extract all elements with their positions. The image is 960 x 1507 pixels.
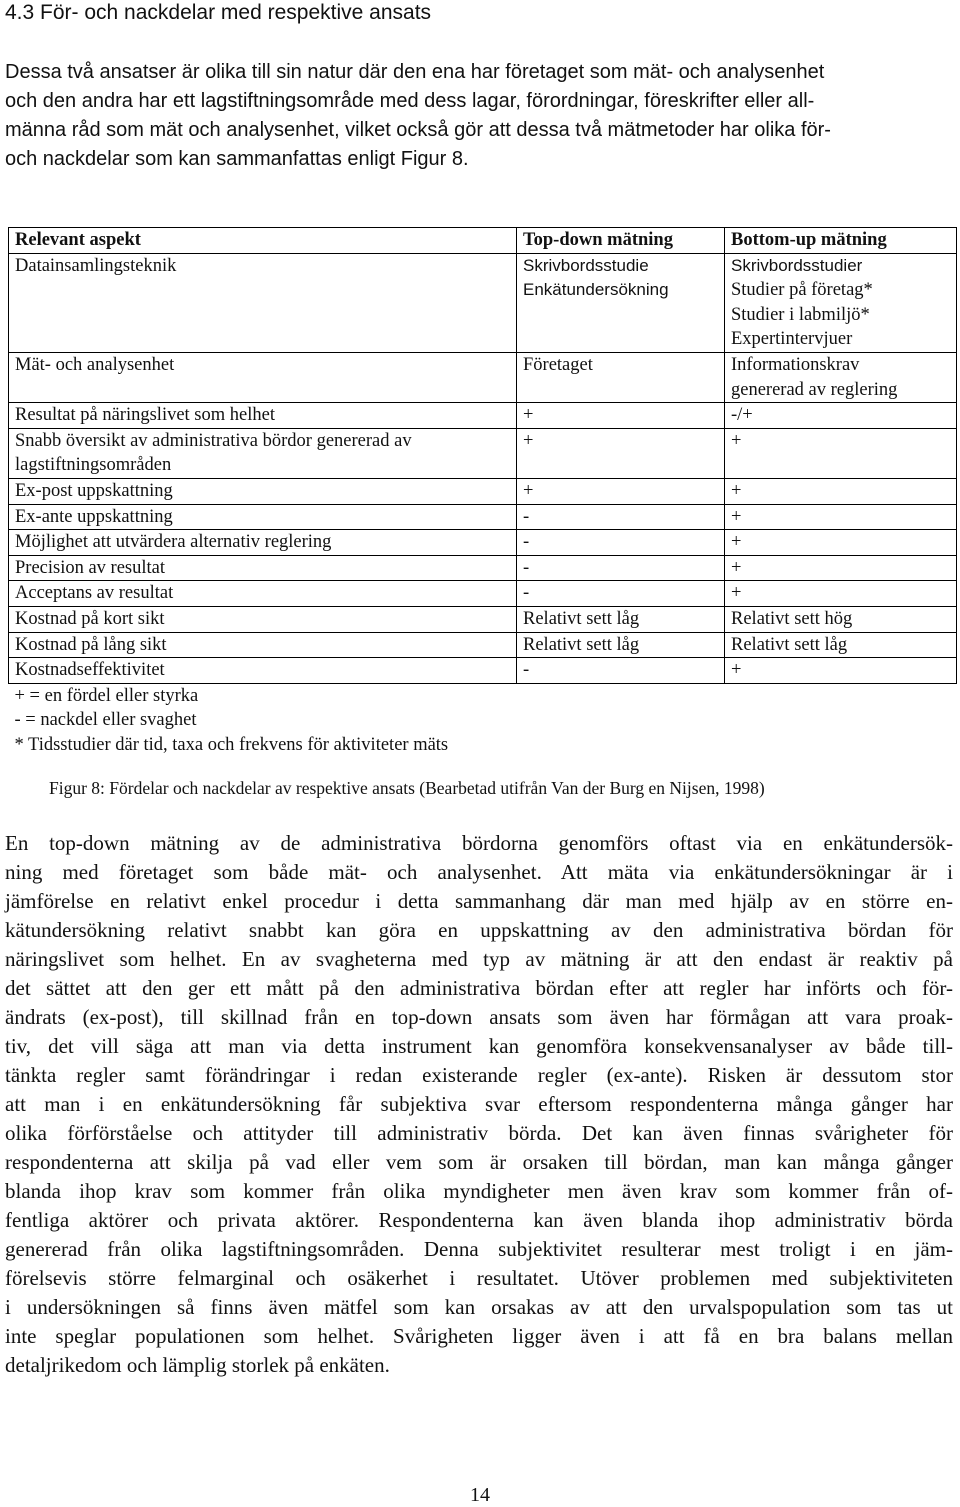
figure-caption: Figur 8: Fördelar och nackdelar av respektive ansats (Bearbetad utifrån Van der Burg en Nijsen, 1998) [49,778,765,798]
body-line: jämförelse en relativt enkel procedur i detta sammanhang där man med hjälp av en större en- [5,889,953,913]
top-down-cell [517,352,725,402]
aspect-cell: Kostnadseffektivitet [9,658,517,684]
body-line: att man i en enkätundersökning får subjektiva svar eftersom respondenterna många gånger har [5,1092,953,1116]
top-down-cell: - [517,530,725,556]
section-heading: 4.3 För- och nackdelar med respektive ansats [5,1,432,24]
aspect-cell: Ex-post uppskattning [9,478,517,504]
aspect-cell: Precision av resultat [9,555,517,581]
table-header-row [9,228,957,254]
aspect-cell: Resultat på näringslivet som helhet [9,403,517,429]
aspect-cell: Mät- och analysenhet [9,352,517,402]
body-line: tiv, det vill säga att man via detta instrument kan genomföra konsekvensanalyser av både till- [5,1034,953,1058]
header-relevant-aspect: Relevant aspekt [9,228,517,254]
intro-line: männa råd som mät och analysenhet, vilket också gör att dessa två mätmetoder har olika för- [5,119,831,141]
legend-line: - = nackdel eller svaghet [14,710,197,731]
aspect-cell: Acceptans av resultat [9,581,517,607]
bottom-up-cell: + [725,581,957,607]
table-row [9,530,957,556]
top-down-cell: - [517,581,725,607]
aspect-cell: Kostnad på lång sikt [9,632,517,658]
intro-paragraph [5,58,953,174]
body-line: ändrats (ex-post), till skillnad från en top-down ansats som även har förmågan att vara proak- [5,1005,953,1029]
table-row [9,632,957,658]
cell-line: Skrivbordsstudie [523,255,649,275]
bottom-up-cell: + [725,428,957,478]
legend-line: * Tidsstudier där tid, taxa och frekvens för aktiviteter mäts [14,734,449,755]
cell-line: Expertintervjuer [731,329,853,350]
cell-line: genererad av reglering [731,379,898,400]
header-bottom-up: Bottom-up mätning [725,228,957,254]
body-line: respondenterna att skilja på vad eller vem som är orsaken till bördan, man kan många gånger [5,1150,953,1174]
body-line: genererad från olika lagstiftningsområden. Denna subjektivitet resulterar mest troligt i en jäm- [5,1237,953,1261]
table-row [9,658,957,684]
legend-line: + = en fördel eller styrka [14,685,199,706]
intro-line: Dessa två ansatser är olika till sin natur där den ena har företaget som mät- och analysenhet [5,61,825,83]
bottom-up-cell: + [725,658,957,684]
table-row [9,253,957,352]
top-down-cell: + [517,403,725,429]
top-down-cell: - [517,504,725,530]
table-row [9,581,957,607]
bottom-up-cell: + [725,555,957,581]
body-line: kätundersökning relativt snabbt kan göra en uppskattning av den administrativa bördan för [5,918,953,942]
cell-line: Enkätundersökning [523,280,669,300]
body-paragraph [5,829,953,1380]
aspect-cell: Ex-ante uppskattning [9,504,517,530]
body-line: fentliga aktörer och privata aktörer. Respondenterna kan även blanda ihop administrativ börda [5,1208,953,1232]
bottom-up-cell [725,352,957,402]
bottom-up-cell: + [725,504,957,530]
body-line: blanda ihop krav som kommer från olika myndigheter men även krav som kommer från of- [5,1179,953,1203]
top-down-cell: - [517,555,725,581]
top-down-cell [517,253,725,352]
top-down-cell: - [517,658,725,684]
top-down-cell: Relativt sett låg [517,632,725,658]
bottom-up-cell: + [725,530,957,556]
body-line: förelsevis större felmarginal och osäkerhet i resultatet. Utöver problemen med subjektiviteten [5,1266,953,1290]
body-line: tänkta regler samt förändringar i redan existerande regler (ex-ante). Risken är dessutom stor [5,1063,953,1087]
cell-line: Informationskrav [731,354,860,375]
table-row [9,478,957,504]
body-line: näringslivet som helhet. En av svagheterna med typ av mätning är att den endast är reaktiv på [5,947,953,971]
body-line: detaljrikedom och lämplig storlek på enkäten. [5,1353,390,1377]
table-row [9,428,957,478]
bottom-up-cell: Relativt sett hög [725,606,957,632]
comparison-table [8,227,957,757]
page-number: 14 [470,1484,490,1506]
bottom-up-cell: Relativt sett låg [725,632,957,658]
table-legend [9,683,957,757]
intro-line: och nackdelar som kan sammanfattas enligt Figur 8. [5,148,469,170]
aspect-cell: Kostnad på kort sikt [9,606,517,632]
aspect-cell: Möjlighet att utvärdera alternativ reglering [9,530,517,556]
body-line: i undersökningen så finns även mätfel som kan orsakas av att den urvalspopulation som tas ut [5,1295,953,1319]
table-row [9,504,957,530]
body-line: ning med företaget som både mät- och analysenhet. Att mäta via enkätundersökningar är i [5,860,953,884]
table-row [9,352,957,402]
table-row [9,403,957,429]
header-top-down: Top-down mätning [517,228,725,254]
cell-line: Företaget [523,354,593,375]
cell-line: Skrivbordsstudier [731,255,863,275]
table-row [9,606,957,632]
bottom-up-cell: + [725,478,957,504]
cell-line: Studier på företag* [731,280,873,301]
body-line: inte speglar populationen som helhet. Svårigheten ligger även i att få en bra balans mellan [5,1324,953,1348]
bottom-up-cell: -/+ [725,403,957,429]
top-down-cell: + [517,428,725,478]
table-legend-row [9,683,957,757]
top-down-cell: + [517,478,725,504]
body-line: En top-down mätning av de administrativa bördorna genomförs oftast via en enkätundersök- [5,831,953,855]
bottom-up-cell [725,253,957,352]
intro-line: och den andra har ett lagstiftningsområde med dess lagar, förordningar, föreskrifter eller all- [5,90,815,112]
cell-line: Studier i labmiljö* [731,304,870,325]
table-row [9,555,957,581]
body-line: olika förförståelse och attityder till administrativ börda. Det kan även finnas svårigheter för [5,1121,953,1145]
body-line: det sättet att den ger ett mått på den administrativa bördan efter att regler har införts och för- [5,976,953,1000]
top-down-cell: Relativt sett låg [517,606,725,632]
aspect-cell: Datainsamlingsteknik [9,253,517,352]
aspect-cell: Snabb översikt av administrativa bördor genererad av lagstiftningsområden [9,428,517,478]
